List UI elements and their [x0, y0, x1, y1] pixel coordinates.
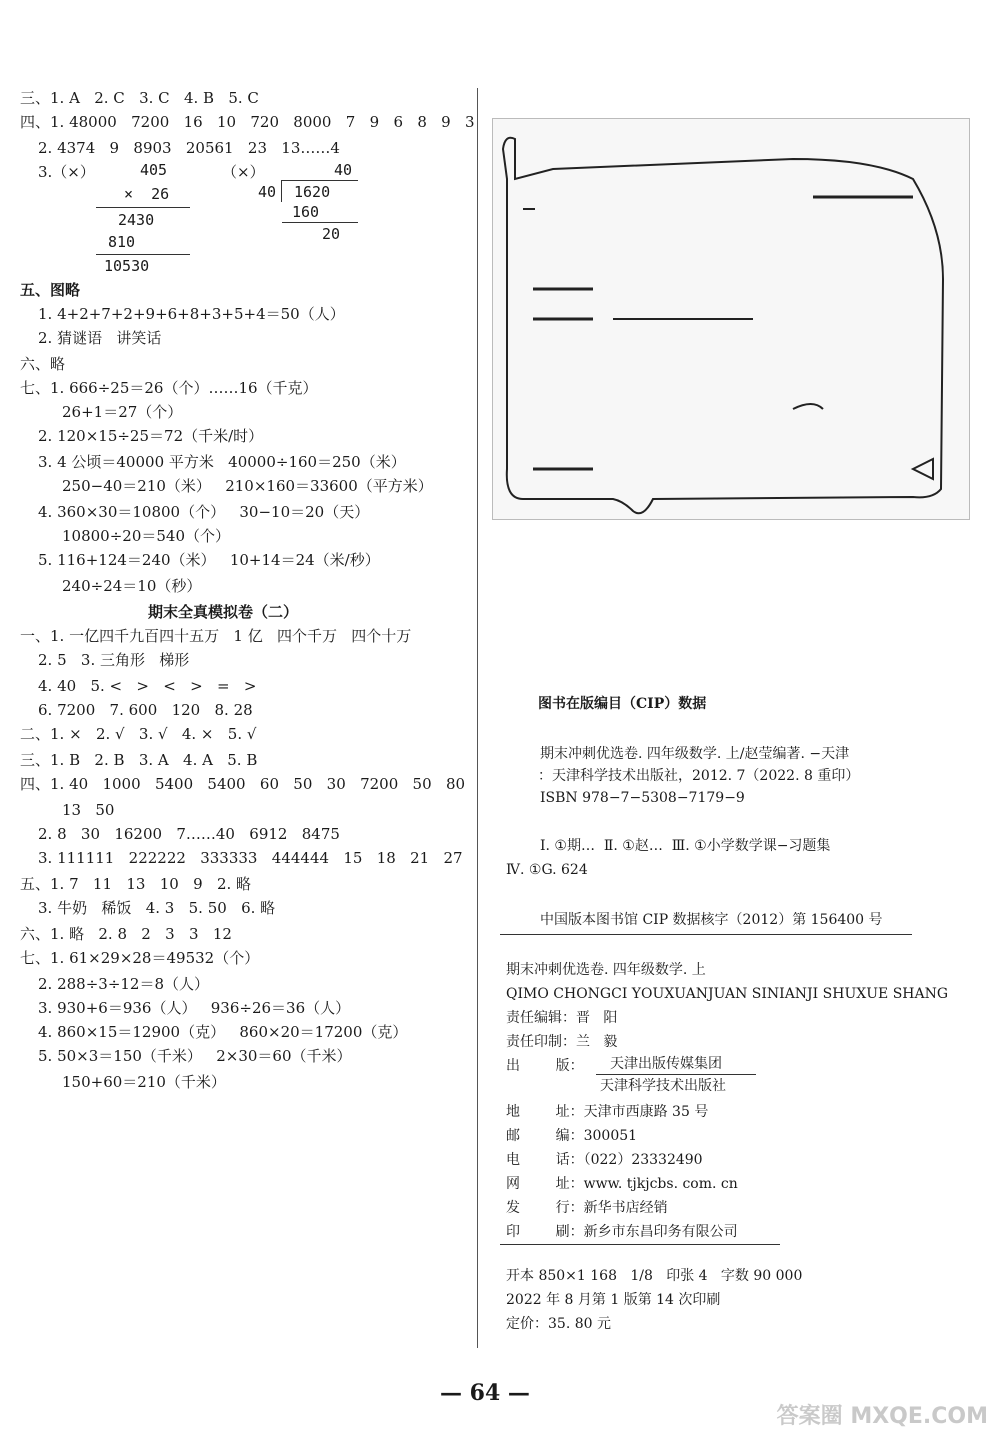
calc-partial-1: 2430: [118, 211, 155, 229]
answer-line: 6. 7200 7. 600 120 8. 28: [38, 701, 253, 719]
format-info: 开本 850×1 168 1/8 印张 4 字数 90 000: [506, 1268, 803, 1284]
answer-line: 七、1. 666÷25＝26（个）……16（千克）: [20, 379, 318, 397]
distribution: 发 行：新华书店经销: [506, 1200, 668, 1216]
answer-line: 二、1. × 2. √ 3. √ 4. × 5. √: [20, 725, 257, 743]
publisher: 天津科学技术出版社: [600, 1078, 726, 1094]
answer-line: 250−40＝210（米） 210×160＝33600（平方米）: [62, 477, 433, 495]
answer-line: 2. 5 3. 三角形 梯形: [38, 651, 190, 669]
answer-line: 3. 111111 222222 333333 444444 15 18 21 27: [38, 849, 463, 867]
div-quotient: 40: [334, 161, 353, 179]
watermark: 答案圈 MXQE.COM: [776, 1404, 988, 1429]
answer-line: （×）: [222, 163, 265, 181]
price: 定价：35. 80 元: [506, 1316, 611, 1332]
calc-product: 10530: [104, 257, 150, 275]
div-bar: [282, 180, 358, 181]
publisher-group: 天津出版传媒集团: [610, 1056, 722, 1072]
answer-line: 一、1. 一亿四千九百四十五万 1 亿 四个千万 四个十万: [20, 627, 412, 645]
div-divisor: 40: [258, 183, 277, 201]
answer-line: 150+60＝210（千米）: [62, 1073, 226, 1091]
answer-line: 三、1. B 2. B 3. A 4. A 5. B: [20, 751, 258, 769]
calc-multiplier: × 26: [124, 185, 170, 203]
answer-line: 2. 8 30 16200 7……40 6912 8475: [38, 825, 340, 843]
answer-line: 2. 4374 9 8903 20561 23 13……4: [38, 139, 340, 157]
printer-manager: 责任印制：兰 毅: [506, 1034, 618, 1050]
answer-line: 3. 930+6＝936（人） 936÷26＝36（人）: [38, 999, 351, 1017]
answer-line: 3.（×）: [38, 163, 95, 181]
answer-line: 七、1. 61×29×28＝49532（个）: [20, 949, 260, 967]
answer-line: 1. 4+2+7+2+9+6+8+3+5+4＝50（人）: [38, 305, 345, 323]
answer-line: 三、1. A 2. C 3. C 4. B 5. C: [20, 89, 259, 107]
div-bracket: [281, 180, 282, 202]
answer-line: 5. 50×3＝150（千米） 2×30＝60（千米）: [38, 1047, 352, 1065]
address: 地 址：天津市西康路 35 号: [506, 1104, 709, 1120]
cip-line: ：天津科学技术出版社，2012. 7（2022. 8 重印）: [538, 768, 860, 784]
page-number: — 64 —: [440, 1380, 530, 1406]
answer-line: 2. 猜谜语 讲笑话: [38, 329, 162, 347]
div-remainder: 20: [322, 225, 341, 243]
answer-line: 五、1. 7 11 13 10 9 2. 略: [20, 875, 252, 893]
separator: [500, 934, 912, 935]
postcode: 邮 编：300051: [506, 1128, 638, 1144]
answer-line: 10800÷20＝540（个）: [62, 527, 231, 545]
blackboard-outline-icon: [493, 119, 969, 519]
cip-line: Ⅳ. ①G. 624: [506, 862, 588, 878]
calc-partial-2: 810: [108, 233, 136, 251]
answer-line: 3. 牛奶 稀饭 4. 3 5. 50 6. 略: [38, 899, 276, 917]
section-heading: 五、图略: [20, 281, 81, 299]
div-dividend: 1620: [294, 183, 331, 201]
separator: [500, 1244, 780, 1245]
answer-line: 240÷24＝10（秒）: [62, 577, 202, 595]
cip-line: 中国版本图书馆 CIP 数据核字（2012）第 156400 号: [540, 912, 883, 928]
exam-heading: 期末全真模拟卷（二）: [148, 603, 299, 621]
answer-line: 4. 860×15＝12900（克） 860×20＝17200（克）: [38, 1023, 408, 1041]
editor: 责任编辑：晋 阳: [506, 1010, 618, 1026]
answer-line: 六、1. 略 2. 8 2 3 3 12: [20, 925, 232, 943]
section-heading: 六、略: [20, 355, 66, 373]
answer-line: 3. 4 公顷＝40000 平方米 40000÷160＝250（米）: [38, 453, 406, 471]
book-title-pinyin: QIMO CHONGCI YOUXUANJUAN SINIANJI SHUXUE SHANG: [506, 986, 949, 1002]
answer-line: 2. 120×15÷25＝72（千米/时）: [38, 427, 264, 445]
calc-line: [96, 207, 190, 208]
printing: 印 刷：新乡市东昌印务有限公司: [506, 1224, 738, 1240]
cip-line: Ⅰ. ①期… Ⅱ. ①赵… Ⅲ. ①小学数学课−习题集: [540, 838, 831, 854]
answer-line: 5. 116+124＝240（米） 10+14＝24（米/秒）: [38, 551, 380, 569]
calc-multiplicand: 405: [140, 161, 168, 179]
website: 网 址：www. tjkjcbs. com. cn: [506, 1176, 738, 1192]
phone: 电 话：（022）23332490: [506, 1152, 703, 1168]
answer-line: 4. 40 5. < > < > = >: [38, 677, 257, 695]
answer-line: 4. 360×30＝10800（个） 30−10＝20（天）: [38, 503, 370, 521]
answer-line: 26+1＝27（个）: [62, 403, 183, 421]
cip-title: 图书在版编目（CIP）数据: [538, 696, 707, 712]
column-divider: [477, 88, 478, 1348]
decorative-image: [492, 118, 970, 520]
book-title: 期末冲刺优选卷. 四年级数学. 上: [506, 962, 706, 978]
calc-line: [96, 254, 190, 255]
publisher-label: 出 版：: [506, 1058, 584, 1074]
answer-line: 四、1. 48000 7200 16 10 720 8000 7 9 6 8 9 3: [20, 113, 475, 131]
answer-line: 四、1. 40 1000 5400 5400 60 50 30 7200 50 80: [20, 775, 466, 793]
div-product: 160: [292, 203, 320, 221]
cip-line: 期末冲刺优选卷. 四年级数学. 上/赵莹编著. −天津: [540, 746, 850, 762]
answer-line: 2. 288÷3÷12＝8（人）: [38, 975, 210, 993]
edition-info: 2022 年 8 月第 1 版第 14 次印刷: [506, 1292, 721, 1308]
answer-line: 13 50: [62, 801, 115, 819]
cip-isbn: ISBN 978−7−5308−7179−9: [540, 790, 745, 806]
div-line: [282, 222, 358, 223]
publisher-underline: [596, 1074, 756, 1075]
